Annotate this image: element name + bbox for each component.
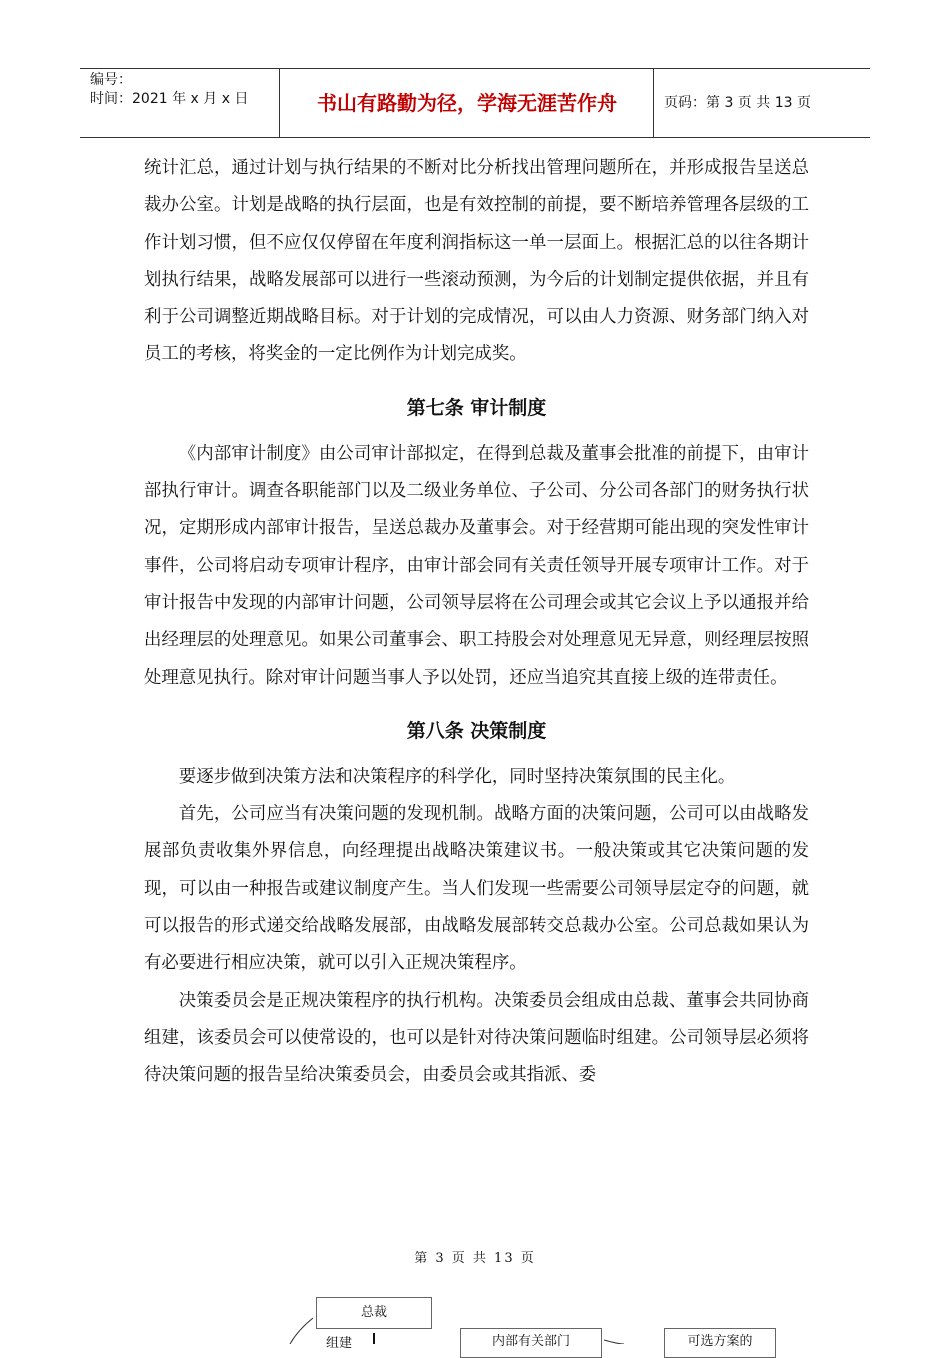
connector-right	[604, 1340, 624, 1344]
header-page-info: 页码：第 3 页 共 13 页	[664, 95, 811, 111]
header-meta	[80, 69, 280, 137]
date-label: 时间：2021 年 x 月 x 日	[90, 91, 249, 107]
section-heading-decision: 第八条 决策制度	[406, 719, 547, 742]
connector-left	[290, 1318, 313, 1344]
box-options: 可选方案的	[664, 1328, 776, 1358]
box-internal-departments: 内部有关部门	[460, 1328, 602, 1358]
paragraph-decision-intro: 要逐步做到决策方法和决策程序的科学化，同时坚持决策氛围的民主化。	[178, 766, 736, 787]
paragraph-decision-committee: 决策委员会是正规决策程序的执行机构。决策委员会组成由总裁、董事会共同协商组建，该委员会可以使常设的，也可以是针对待决策问题临时组建。公司领导层必须将待决策问题的报告呈给决策委员会，由委员会或其指派、委	[144, 990, 809, 1086]
paragraph-plan-summary: 统计汇总，通过计划与执行结果的不断对比分析找出管理问题所在，并形成报告呈送总裁办公室。计划是战略的执行层面，也是有效控制的前提，要不断培养管理各层级的工作计划习惯，但不应仅仅停留在年度利润指标这一单一层面上。根据汇总的以往各期计划执行结果，战略发展部可以进行一些滚动预测，为今后的计划制定提供依据，并且有利于公司调整近期战略目标。对于计划的完成情况，可以由人力资源、财务部门纳入对员工的考核，将奖金的一定比例作为计划完成奖。	[144, 158, 809, 365]
label-build: 组建	[326, 1336, 353, 1351]
page-footer: 第 3 页 共 13 页	[414, 1251, 536, 1266]
header-motto: 书山有路勤为径，学海无涯苦作舟	[281, 69, 654, 137]
paragraph-decision-discovery: 首先，公司应当有决策问题的发现机制。战略方面的决策问题，公司可以由战略发展部负责收集外界信息，向经理提出战略决策建议书。一般决策或其它决策问题的发现，可以由一种报告或建议制度产生。当人们发现一些需要公司领导层定夺的问题，就可以报告的形式递交给战略发展部，由战略发展部转交总裁办公室。公司总裁如果认为有必要进行相应决策，就可以引入正规决策程序。	[144, 804, 809, 974]
paragraph-audit: 《内部审计制度》由公司审计部拟定，在得到总裁及董事会批准的前提下，由审计部执行审计。调查各职能部门以及二级业务单位、子公司、分公司各部门的财务执行状况，定期形成内部审计报告，呈送总裁办及董事会。对于经营期可能出现的突发性审计事件，公司将启动专项审计程序，由审计部会同有关责任领导开展专项审计工作。对于审计报告中发现的内部审计问题，公司领导层将在公司理会或其它会议上予以通报并给出经理层的处理意见。如果公司董事会、职工持股会对处理意见无异意，则经理层按照处理意见执行。除对审计问题当事人予以处罚，还应当追究其直接上级的连带责任。	[144, 443, 809, 688]
section-heading-audit: 第七条 审计制度	[406, 396, 547, 419]
document-body	[144, 150, 809, 1095]
page-header	[80, 68, 870, 138]
box-president: 总裁	[316, 1297, 432, 1329]
number-label: 编号：	[90, 72, 132, 88]
